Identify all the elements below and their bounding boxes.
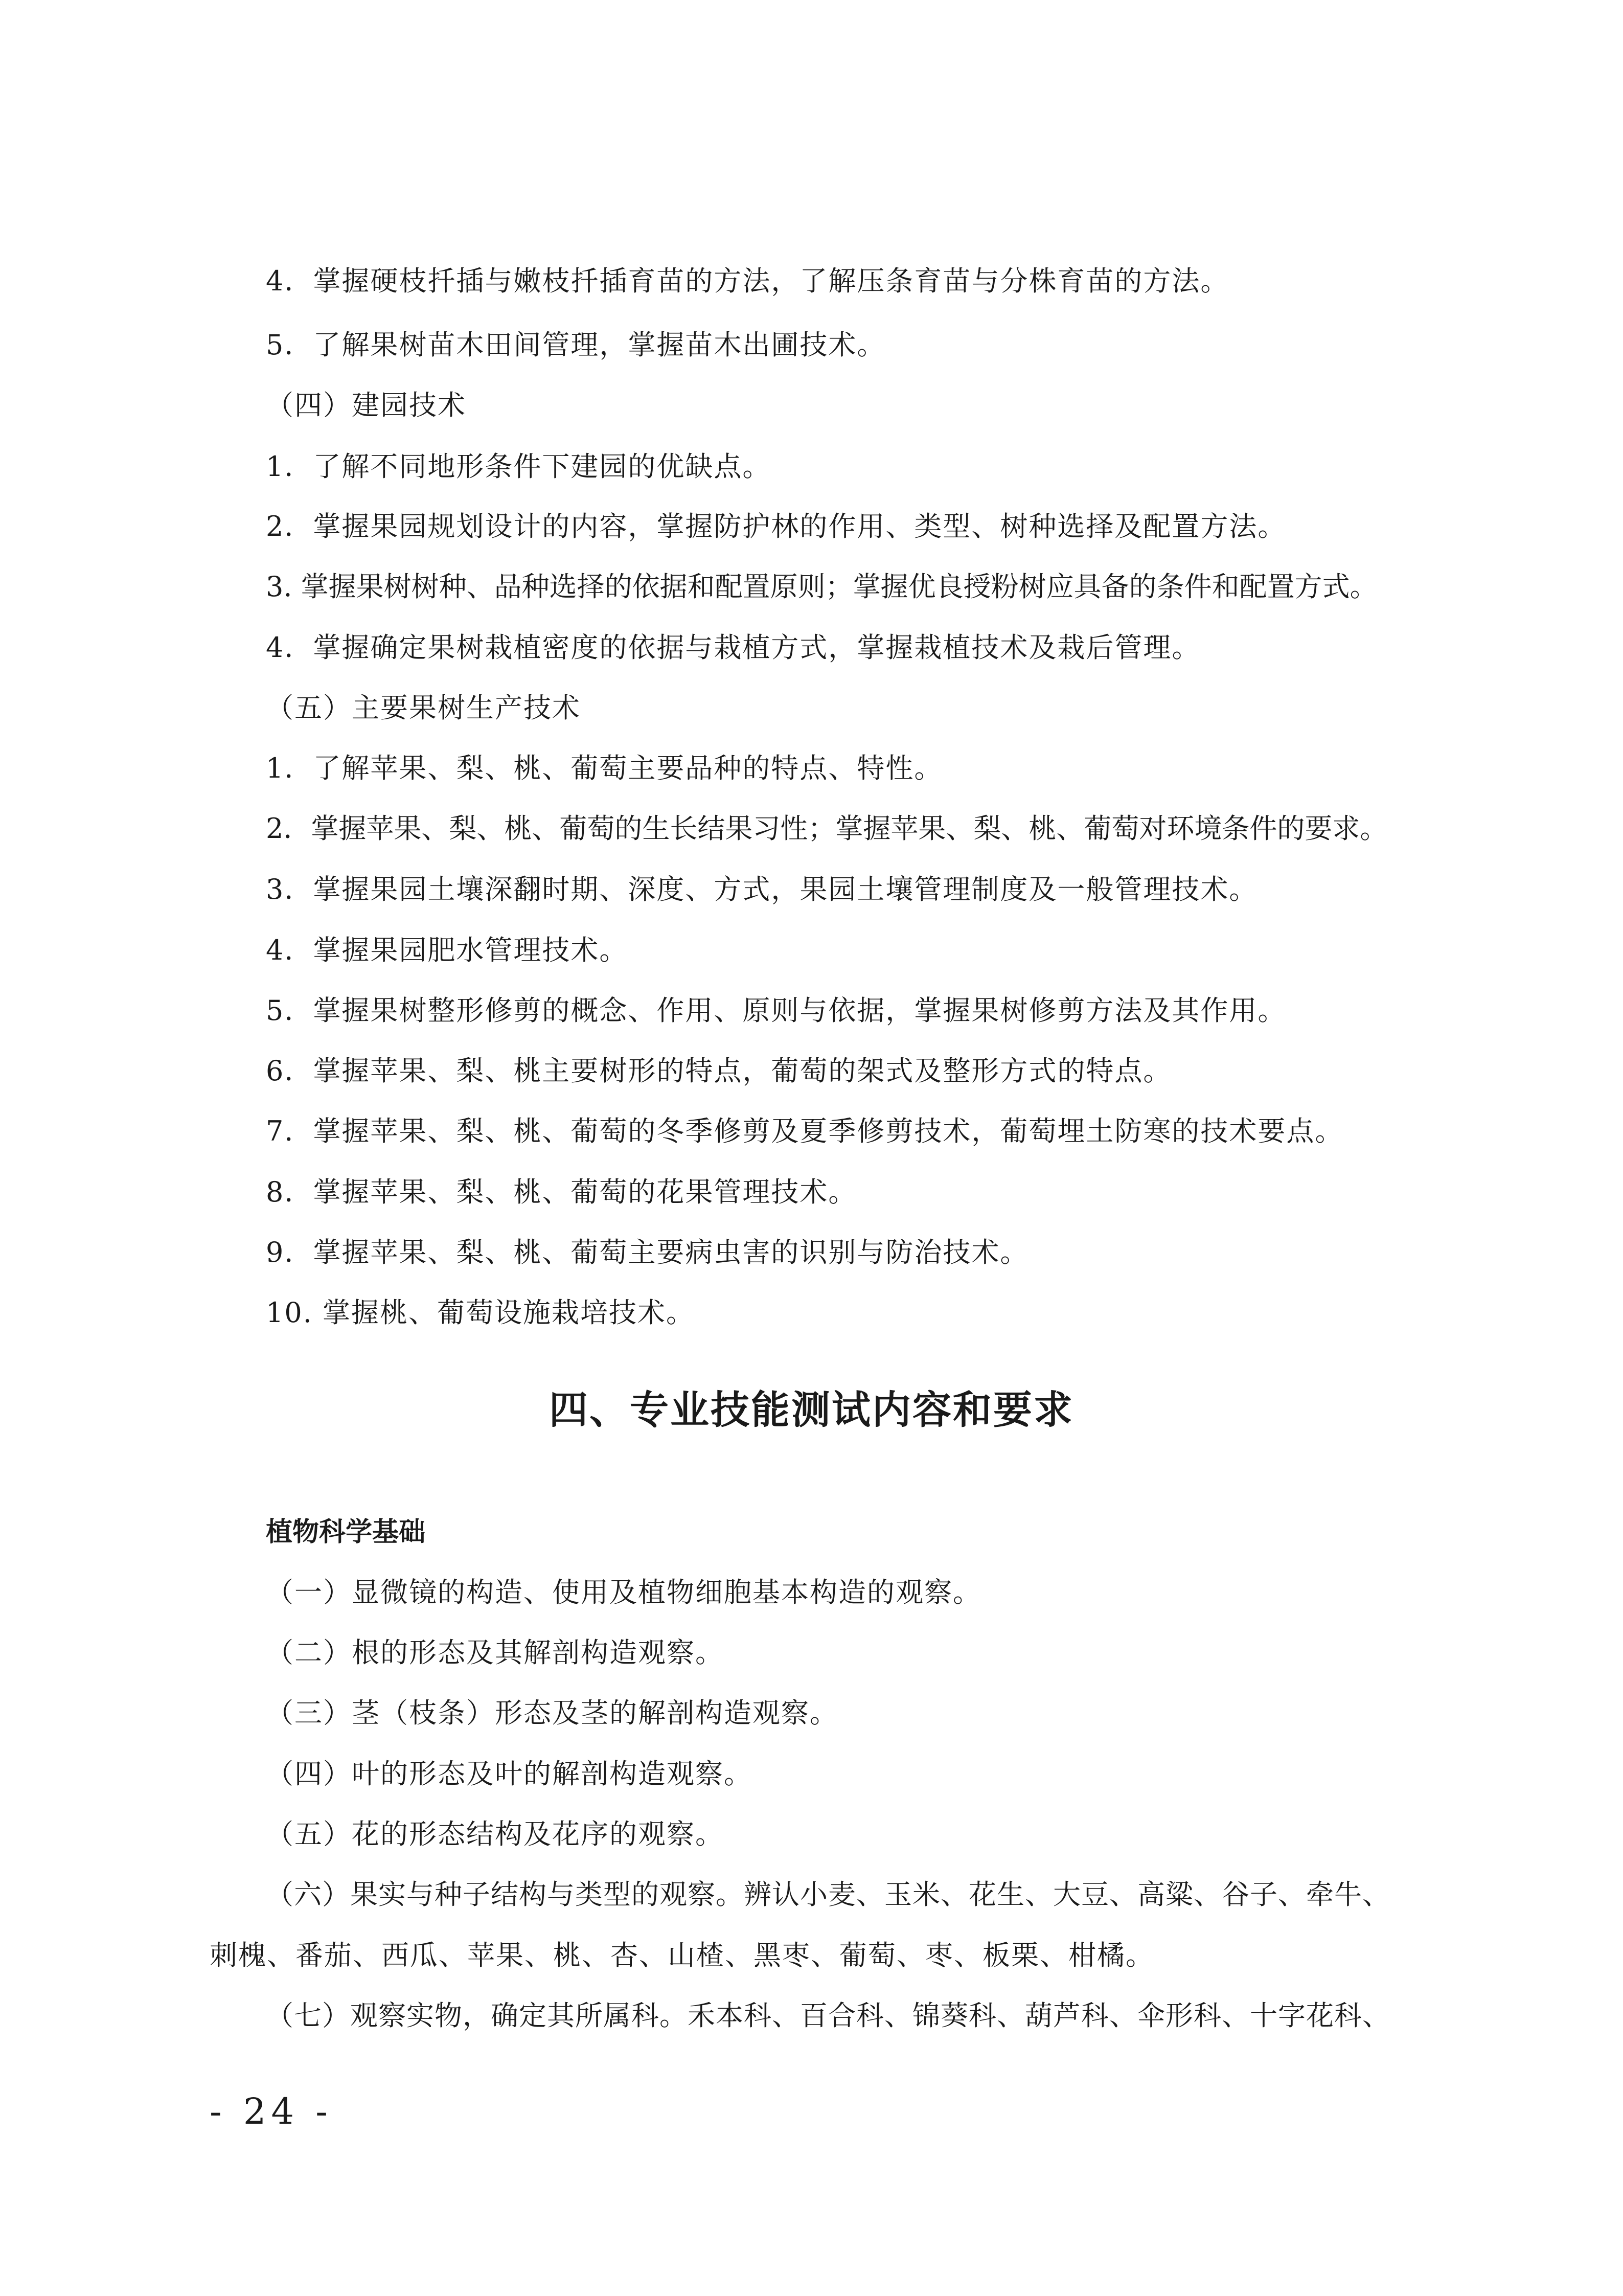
section4-item-4: 4．掌握确定果树栽植密度的依据与栽植方式，掌握栽植技术及栽后管理。 bbox=[266, 631, 1201, 664]
section5-item-2: 2．掌握苹果、梨、桃、葡萄的生长结果习性；掌握苹果、梨、桃、葡萄对环境条件的要求。 bbox=[266, 812, 1388, 845]
page-number: - 24 - bbox=[210, 2090, 333, 2132]
chapter4-item-2: （二）根的形态及其解剖构造观察。 bbox=[266, 1636, 724, 1669]
section5-item-4: 4．掌握果园肥水管理技术。 bbox=[266, 934, 628, 966]
section5-item-9: 9．掌握苹果、梨、桃、葡萄主要病虫害的识别与防治技术。 bbox=[266, 1236, 1029, 1268]
section4-item-3: 3. 掌握果树树种、品种选择的依据和配置原则；掌握优良授粉树应具备的条件和配置方式。 bbox=[266, 571, 1378, 603]
section5-item-10: 10. 掌握桃、葡萄设施栽培技术。 bbox=[266, 1297, 695, 1329]
section4-title: （四）建园技术 bbox=[266, 389, 466, 421]
chapter4-item-6-line1: （六）果实与种子结构与类型的观察。辨认小麦、玉米、花生、大豆、高粱、谷子、牵牛、 bbox=[266, 1878, 1390, 1911]
section5-item-8: 8．掌握苹果、梨、桃、葡萄的花果管理技术。 bbox=[266, 1176, 857, 1208]
section4-item-1: 1．了解不同地形条件下建园的优缺点。 bbox=[266, 450, 771, 483]
part3-item-5: 5．了解果树苗木田间管理，掌握苗木出圃技术。 bbox=[266, 329, 886, 361]
chapter4-item-3: （三）茎（枝条）形态及茎的解剖构造观察。 bbox=[266, 1697, 838, 1729]
chapter4-item-1: （一）显微镜的构造、使用及植物细胞基本构造的观察。 bbox=[266, 1576, 981, 1608]
section5-item-1: 1．了解苹果、梨、桃、葡萄主要品种的特点、特性。 bbox=[266, 752, 943, 784]
section5-item-3: 3．掌握果园土壤深翻时期、深度、方式，果园土壤管理制度及一般管理技术。 bbox=[266, 873, 1258, 905]
section5-item-6: 6．掌握苹果、梨、桃主要树形的特点，葡萄的架式及整形方式的特点。 bbox=[266, 1055, 1172, 1087]
chapter4-item-4: （四）叶的形态及叶的解剖构造观察。 bbox=[266, 1758, 752, 1790]
section5-item-7: 7．掌握苹果、梨、桃、葡萄的冬季修剪及夏季修剪技术，葡萄埋土防寒的技术要点。 bbox=[266, 1115, 1344, 1147]
section5-title: （五）主要果树生产技术 bbox=[266, 692, 581, 724]
chapter-heading: 四、专业技能测试内容和要求 bbox=[549, 1387, 1074, 1433]
section5-item-5: 5．掌握果树整形修剪的概念、作用、原则与依据，掌握果树修剪方法及其作用。 bbox=[266, 994, 1287, 1027]
chapter4-item-5: （五）花的形态结构及花序的观察。 bbox=[266, 1818, 724, 1850]
chapter4-item-6-line2: 刺槐、番茄、西瓜、苹果、桃、杏、山楂、黑枣、葡萄、枣、板栗、柑橘。 bbox=[210, 1939, 1154, 1971]
chapter4-item-7-line1: （七）观察实物，确定其所属科。禾本科、百合科、锦葵科、葫芦科、伞形科、十字花科、 bbox=[266, 1999, 1390, 2032]
part3-item-4: 4．掌握硬枝扦插与嫩枝扦插育苗的方法，了解压条育苗与分株育苗的方法。 bbox=[266, 265, 1229, 297]
section4-item-2: 2．掌握果园规划设计的内容，掌握防护林的作用、类型、树种选择及配置方法。 bbox=[266, 510, 1287, 542]
subheading: 植物科学基础 bbox=[266, 1517, 426, 1548]
